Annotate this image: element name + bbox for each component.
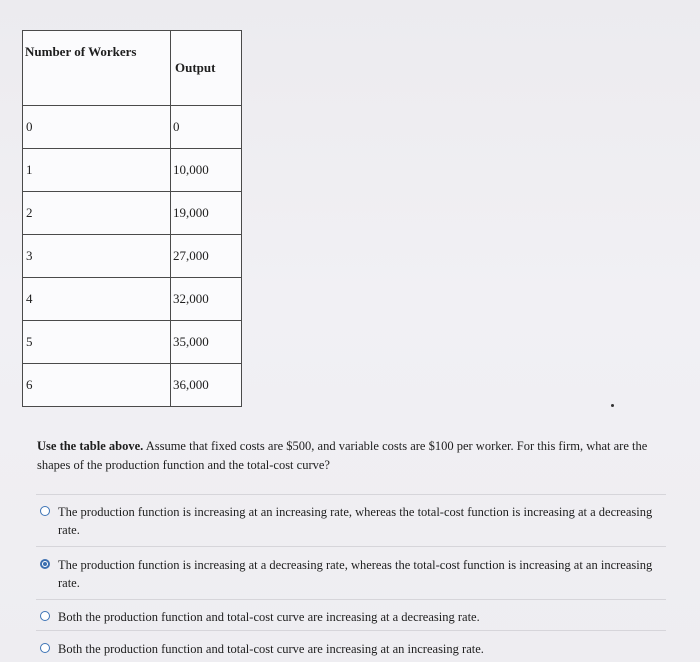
- question-text: [37, 437, 667, 475]
- radio-button-selected[interactable]: [40, 559, 50, 569]
- cell-workers: 2: [23, 192, 171, 235]
- table-header-row: [23, 31, 242, 106]
- speck-mark: [611, 404, 614, 407]
- option-divider: [36, 494, 666, 495]
- cell-output: 32,000: [171, 278, 242, 321]
- option-label: The production function is increasing at a decreasing rate, whereas the total-cost function is increasing at an increasing rate.: [58, 558, 653, 590]
- question-body: Assume that fixed costs are $500, and variable costs are $100 per worker. For this firm, what are the shapes of the production function and the total-cost curve?: [37, 439, 648, 472]
- answer-option-2[interactable]: [40, 556, 655, 592]
- cell-workers: 3: [23, 235, 171, 278]
- cell-output: 36,000: [171, 364, 242, 407]
- cell-workers: 6: [23, 364, 171, 407]
- table-row: [23, 192, 242, 235]
- option-label: The production function is increasing at an increasing rate, whereas the total-cost function is increasing at a decreasing rate.: [58, 505, 653, 537]
- answer-option-3[interactable]: [40, 608, 655, 626]
- table-row: [23, 235, 242, 278]
- cell-workers: 5: [23, 321, 171, 364]
- production-table: [22, 30, 242, 407]
- table-row: [23, 106, 242, 149]
- option-divider: [36, 546, 666, 547]
- radio-button[interactable]: [40, 506, 50, 516]
- radio-button[interactable]: [40, 643, 50, 653]
- cell-output: 35,000: [171, 321, 242, 364]
- table-row: [23, 364, 242, 407]
- cell-output: 19,000: [171, 192, 242, 235]
- header-number-of-workers: Number of Workers: [23, 31, 171, 106]
- answer-option-1[interactable]: [40, 503, 655, 539]
- cell-output: 10,000: [171, 149, 242, 192]
- table-row: [23, 321, 242, 364]
- cell-output: 0: [171, 106, 242, 149]
- question-lead: Use the table above.: [37, 439, 144, 453]
- table-row: [23, 278, 242, 321]
- cell-workers: 4: [23, 278, 171, 321]
- table-row: [23, 149, 242, 192]
- radio-button[interactable]: [40, 611, 50, 621]
- cell-workers: 1: [23, 149, 171, 192]
- cell-workers: 0: [23, 106, 171, 149]
- cell-output: 27,000: [171, 235, 242, 278]
- option-label: Both the production function and total-cost curve are increasing at a decreasing rate.: [58, 610, 480, 624]
- answer-option-4[interactable]: [40, 640, 655, 658]
- header-output: Output: [171, 31, 242, 106]
- option-label: Both the production function and total-cost curve are increasing at an increasing rate.: [58, 642, 484, 656]
- option-divider: [36, 599, 666, 600]
- option-divider: [36, 630, 666, 631]
